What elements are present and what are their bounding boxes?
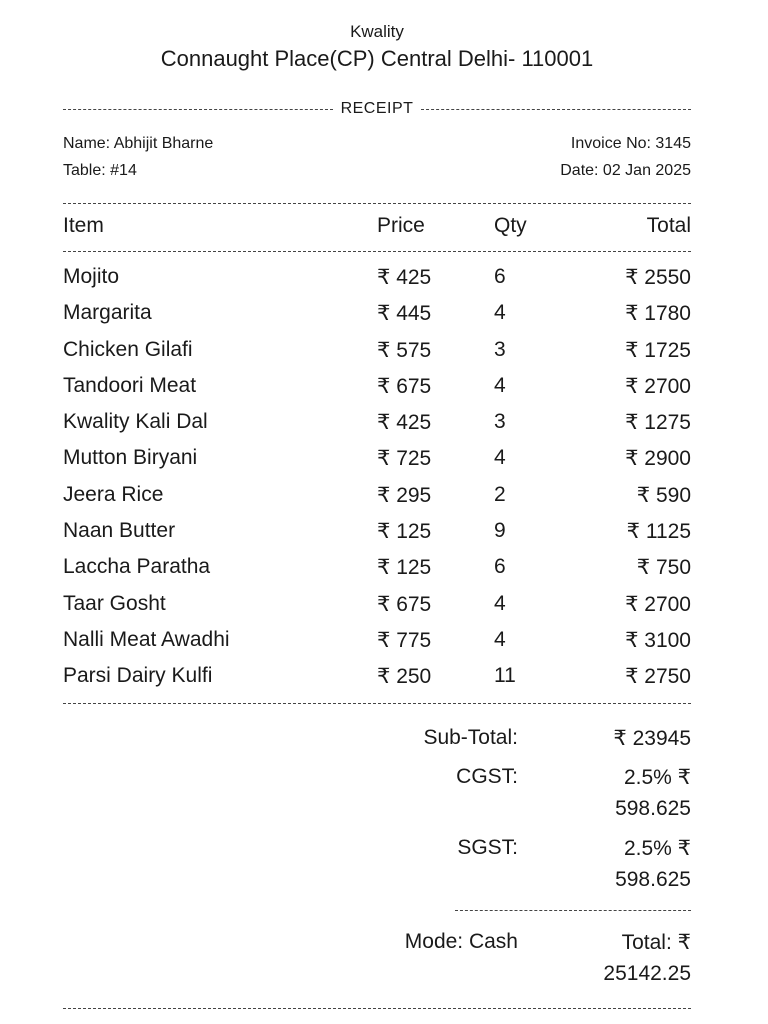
- receipt-heading: [63, 100, 691, 118]
- item-qty: 4: [494, 591, 506, 615]
- item-name: Parsi Dairy Kulfi: [63, 664, 213, 688]
- table-row: [63, 299, 691, 335]
- divider: [63, 251, 691, 252]
- item-name: Tandoori Meat: [63, 373, 197, 397]
- column-header-qty: Qty: [494, 214, 527, 237]
- table-header: [63, 214, 691, 240]
- table-row: [63, 626, 691, 662]
- item-qty: 9: [494, 519, 506, 543]
- item-name: Laccha Paratha: [63, 555, 211, 579]
- column-header-item: Item: [63, 214, 104, 237]
- item-total: ₹ 2900: [625, 447, 691, 471]
- item-total: ₹ 2700: [625, 374, 691, 398]
- item-total: ₹ 2700: [625, 592, 691, 616]
- item-qty: 3: [494, 410, 506, 434]
- item-price: ₹ 445: [377, 302, 432, 326]
- item-name: Jeera Rice: [63, 482, 164, 506]
- item-name: Chicken Gilafi: [63, 337, 193, 361]
- item-price: ₹ 575: [377, 338, 432, 362]
- sgst-value: 2.5% ₹ 598.625: [615, 837, 691, 891]
- item-qty: 6: [494, 555, 506, 579]
- payment-mode: Mode: Cash: [404, 930, 518, 953]
- divider-left: [63, 109, 333, 110]
- item-price: ₹ 125: [377, 520, 432, 544]
- item-name: Taar Gosht: [63, 591, 166, 615]
- cgst-value: 2.5% ₹ 598.625: [615, 766, 691, 820]
- divider: [455, 910, 691, 911]
- item-qty: 4: [494, 446, 506, 470]
- table-row: [63, 517, 691, 553]
- item-price: ₹ 295: [377, 483, 432, 507]
- item-name: Naan Butter: [63, 519, 176, 543]
- table-row: [63, 590, 691, 626]
- item-total: ₹ 1275: [625, 411, 691, 435]
- restaurant-name: Kwality: [350, 22, 404, 41]
- table-row: [63, 662, 691, 698]
- item-total: ₹ 2750: [625, 665, 691, 689]
- item-total: ₹ 750: [636, 556, 691, 580]
- item-name: Mojito: [63, 265, 120, 288]
- item-price: ₹ 425: [377, 411, 432, 435]
- table-row: [63, 263, 691, 299]
- subtotal-label: Sub-Total:: [423, 726, 518, 749]
- item-price: ₹ 775: [377, 628, 432, 652]
- meta-row-1: [63, 135, 691, 153]
- grand-total: Total: ₹ 25142.25: [603, 931, 691, 985]
- invoice-number: Invoice No: 3145: [570, 135, 691, 152]
- item-total: ₹ 1780: [625, 302, 691, 326]
- item-total: ₹ 1125: [626, 520, 691, 544]
- column-header-price: Price: [377, 214, 425, 237]
- meta-row-2: [63, 162, 691, 180]
- item-total: ₹ 590: [636, 483, 691, 507]
- item-total: ₹ 3100: [625, 628, 691, 652]
- table-row: [63, 444, 691, 480]
- item-total: ₹ 1725: [625, 338, 691, 362]
- item-qty: 3: [494, 337, 506, 361]
- item-price: ₹ 675: [377, 592, 432, 616]
- item-list: [63, 263, 691, 699]
- item-price: ₹ 675: [377, 374, 432, 398]
- item-price: ₹ 250: [377, 665, 432, 689]
- item-total: ₹ 2550: [625, 266, 691, 289]
- table-row: [63, 553, 691, 589]
- customer-name: Name: Abhijit Bharne: [63, 135, 214, 152]
- item-name: Kwality Kali Dal: [63, 410, 208, 434]
- item-qty: 6: [494, 265, 506, 288]
- item-price: ₹ 125: [377, 556, 432, 580]
- item-qty: 4: [494, 627, 506, 651]
- item-qty: 4: [494, 301, 506, 325]
- subtotal-value: ₹ 23945: [613, 727, 691, 750]
- table-row: [63, 336, 691, 372]
- item-price: ₹ 425: [377, 266, 432, 289]
- receipt-label: RECEIPT: [340, 100, 414, 117]
- table-number: Table: #14: [63, 162, 137, 179]
- table-row: [63, 481, 691, 517]
- item-name: Margarita: [63, 301, 152, 325]
- item-qty: 2: [494, 482, 506, 506]
- divider: [63, 1008, 691, 1009]
- divider: [63, 203, 691, 204]
- item-qty: 11: [494, 664, 516, 688]
- item-name: Mutton Biryani: [63, 446, 198, 470]
- item-name: Nalli Meat Awadhi: [63, 627, 230, 651]
- restaurant-address: Connaught Place(CP) Central Delhi- 110001: [160, 46, 594, 71]
- item-qty: 4: [494, 373, 506, 397]
- sgst-label: SGST:: [457, 836, 518, 859]
- item-price: ₹ 725: [377, 447, 432, 471]
- column-header-total: Total: [646, 214, 691, 237]
- divider-right: [421, 109, 691, 110]
- invoice-date: Date: 02 Jan 2025: [560, 162, 691, 179]
- divider: [63, 703, 691, 704]
- table-row: [63, 372, 691, 408]
- table-row: [63, 408, 691, 444]
- cgst-label: CGST:: [456, 765, 518, 788]
